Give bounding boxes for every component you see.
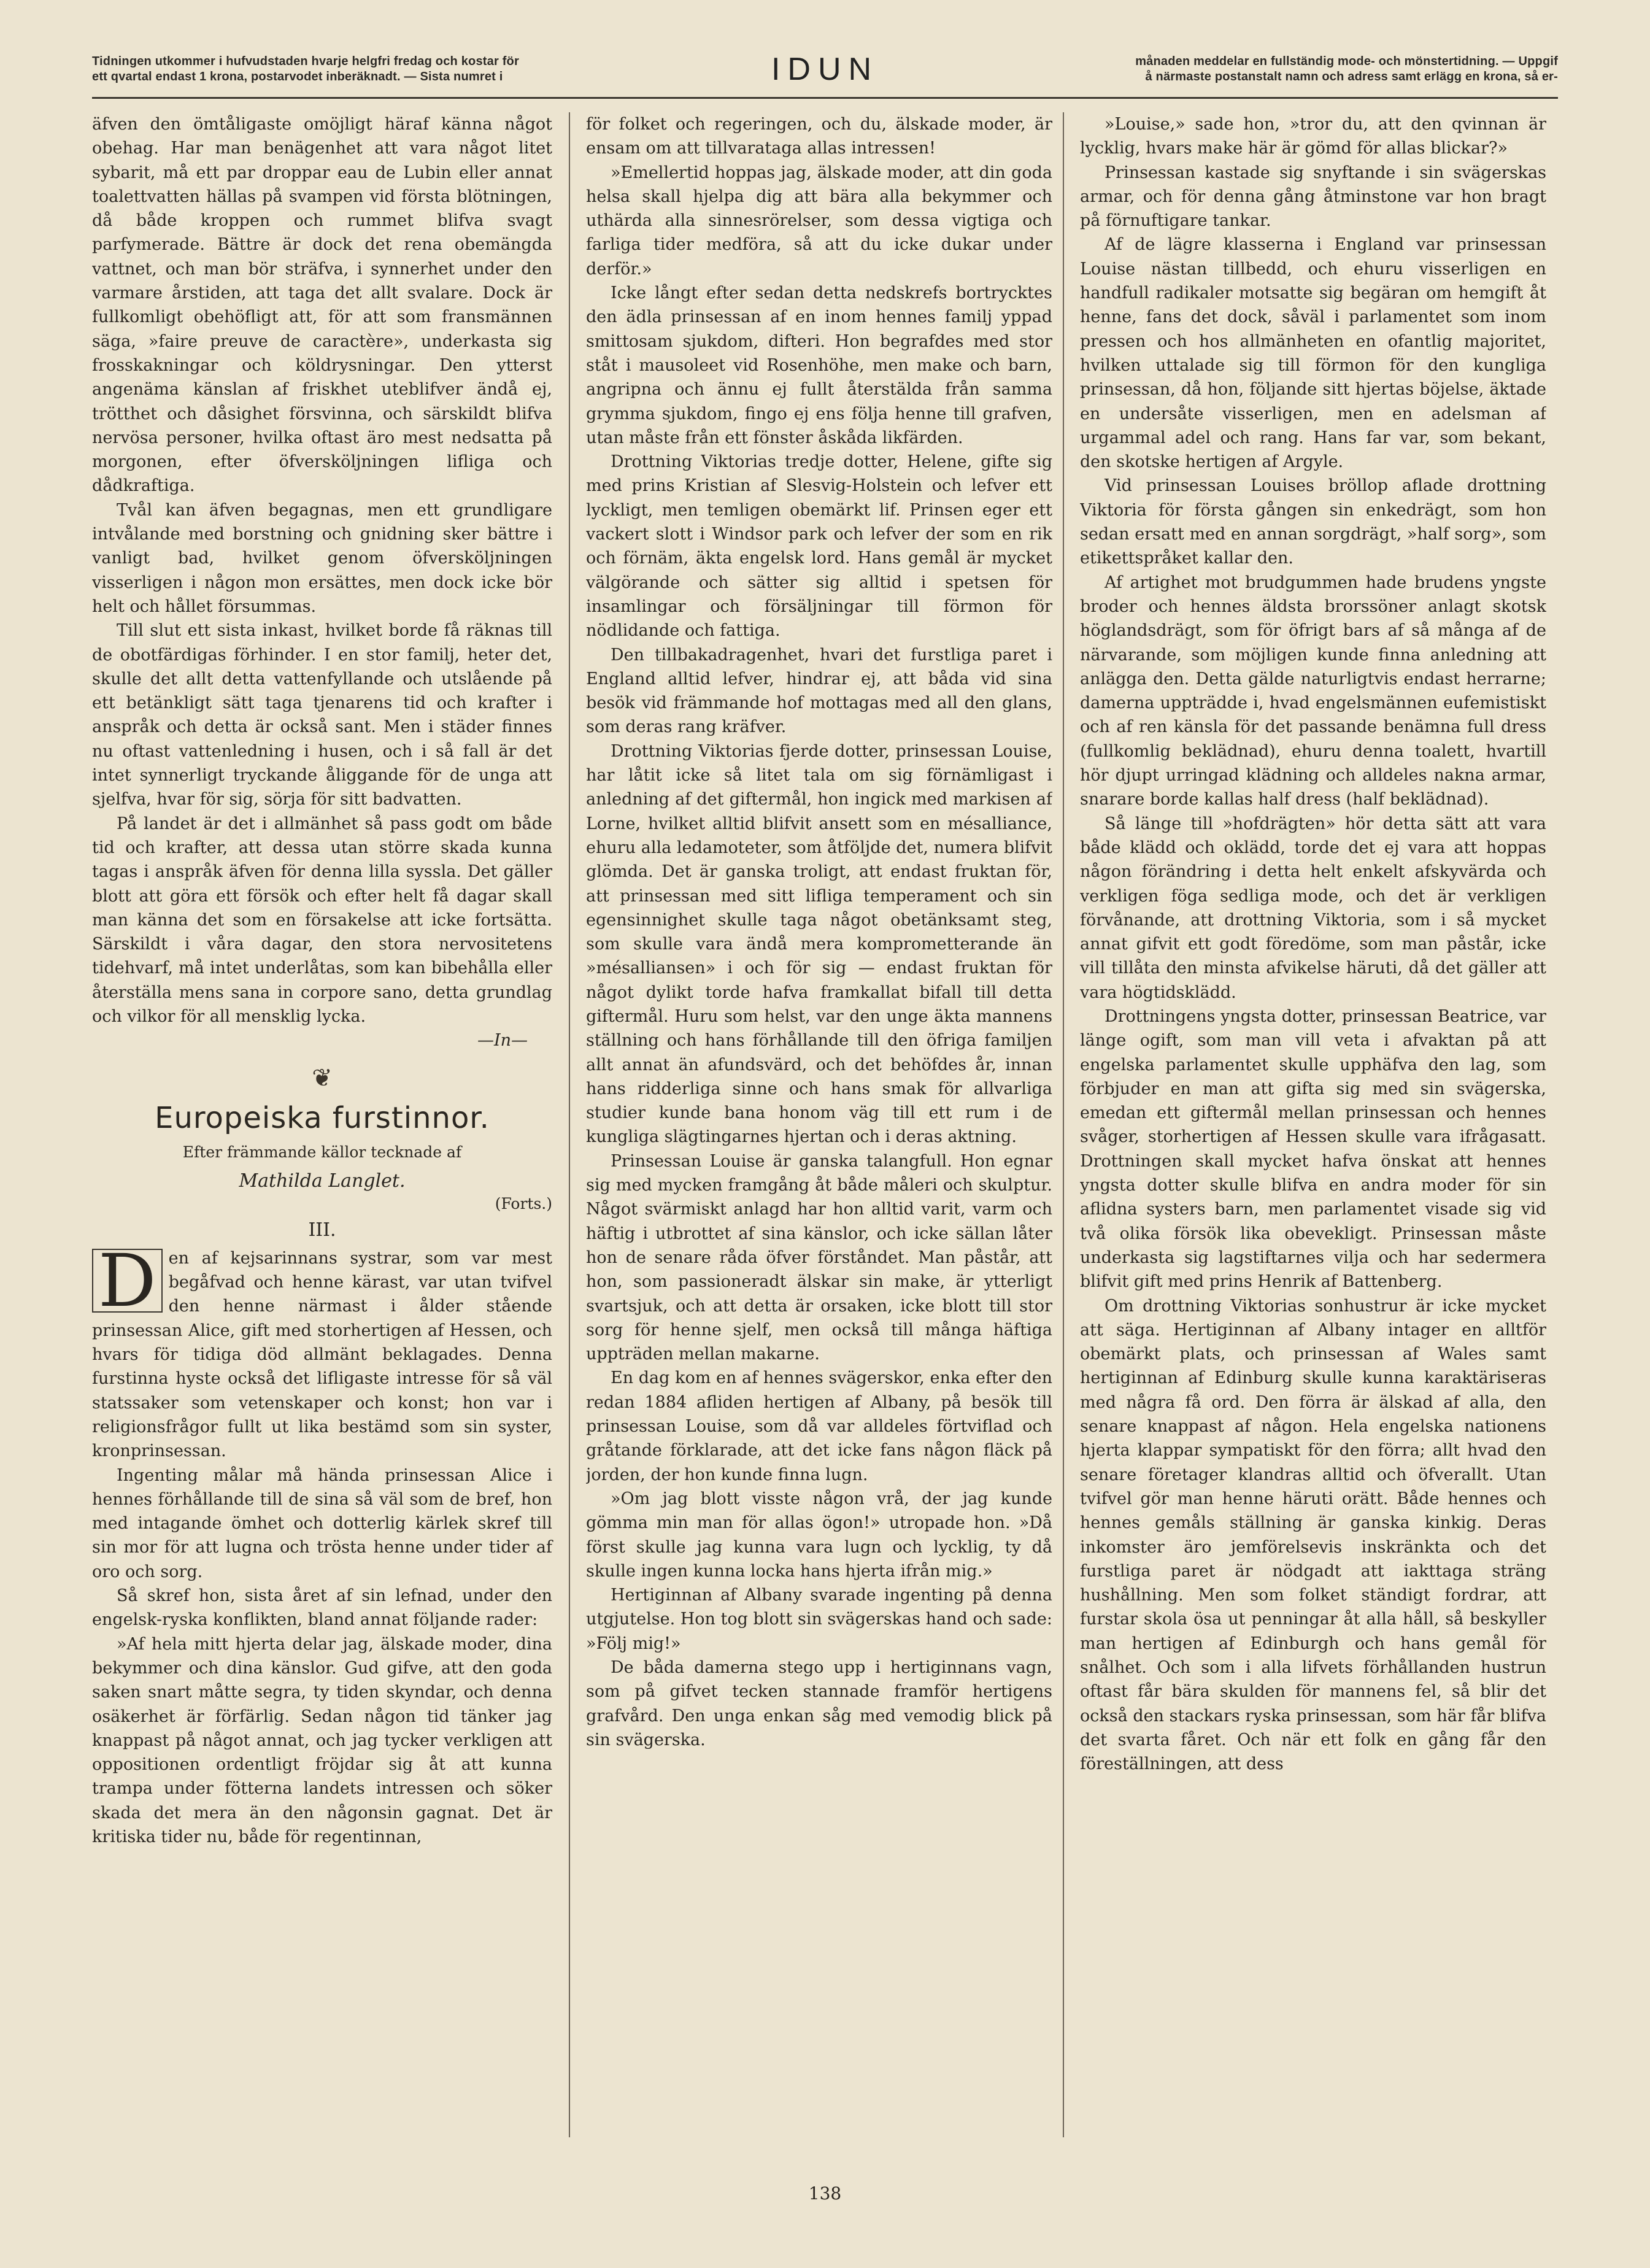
column-divider	[569, 112, 586, 2137]
ornament-icon: ❦	[312, 1063, 333, 1092]
col2-paragraph: Hertiginnan af Albany svarade ingenting på denna utgjutelse. Hon tog blott sin svägerskas hand och sade: »Följ mig!»	[586, 1586, 1052, 1653]
col1-paragraph: »Af hela mitt hjerta delar jag, älskade moder, dina bekymmer och dina känslor. Gud gifve, att den goda saken snart måtte segra, ty tiden skyndar, och denna osäkerhet är förfärlig. Sedan någon tid tänker jag knappast på något annat, och jag tycker verkligen att oppositionen ordentligt fröjdar sig åt att kunna trampa under fötterna landets intressen och söker skada det mera än den någonsin gagnat. Det är kritiska tider nu, både för regentinnan,	[92, 1634, 552, 1846]
article-author: Mathilda Langlet.	[239, 1170, 406, 1192]
masthead-left-line-2: ett qvartal endast 1 krona, postarvodet inberäknadt. — Sista numret i	[92, 70, 503, 83]
masthead-right-notice	[898, 54, 1558, 85]
masthead-left-notice	[92, 54, 752, 85]
col1-paragraph: Så skref hon, sista året af sin lefnad, under den engelsk-ryska konflikten, bland annat följande rader:	[92, 1586, 552, 1630]
col3-paragraph: »Louise,» sade hon, »tror du, att den qvinnan är lycklig, hvars make här är gömd för allas blickar?»	[1080, 115, 1546, 158]
article-subtitle: Efter främmande källor tecknade af	[182, 1143, 462, 1161]
masthead-rule	[92, 97, 1558, 99]
col2-paragraph: En dag kom en af hennes svägerskor, enka efter den redan 1884 afliden hertigen af Albany, på besök till prinsessan Louise, som då var alldeles förtviflad och gråtande förklarade, att det icke fans någon fläck på jorden, der hon kunde finna lugn.	[586, 1368, 1052, 1484]
col2-paragraph: »Om jag blott visste någon vrå, der jag kunde gömma min man för allas ögon!» utropade hon. »Då först skulle jag kunna vara lugn och lycklig, ty då skulle ingen kunna locka hans hjerta ifrån mig.»	[586, 1489, 1052, 1581]
col3-paragraph: Så länge till »hofdrägten» hör detta sätt att vara både klädd och oklädd, torde det ej vara att hoppas någon förändring i detta helt enkelt afskyvärda och verkligen föga sedliga mode, och det är verkligen förvånande, att drottning Viktoria, som i så mycket annat gifvit ett godt föredöme, som man påstår, icke vill tillåta den minsta afvikelse härutі, då det gäller att vara högtidsklädd.	[1080, 814, 1546, 1002]
column-2	[586, 112, 1052, 2137]
col2-paragraph: De båda damerna stego upp i hertiginnans vagn, som på gifvet tecken stannade framför hertigens grafvård. Den unga enkan såg med vemodig blick på sin svägerska.	[586, 1658, 1052, 1749]
column-1	[92, 112, 558, 2137]
masthead-left-line-1: Tidningen utkommer i hufvudstaden hvarje helgfri fredag och kostar för	[92, 55, 519, 68]
page-number: 138	[808, 2183, 842, 2204]
col2-paragraph: Drottning Viktorias tredje dotter, Helene, gifte sig med prins Kristian af Slesvig-Holstein och lefver ett lyckligt, men temligen obemärkt lif. Prinsen eger ett vackert slott i Windsor park och lefver der som en rik och förnäm, äkta engelsk lord. Hans gemål är mycket välgörande och sätter sig alltid i spetsen för insamlingar och försäljningar till förmon för nödlidande och fattiga.	[586, 452, 1052, 641]
col3-paragraph: Vid prinsessan Louises bröllop aflade drottning Viktoria för första gången sin enkedrägt, som hon sedan ersatt med en annan sorgdrägt, »half sorg», som etikettspråket kallar den.	[1080, 476, 1546, 568]
masthead-right-line-2: å närmaste postanstalt namn och adress samt erlägg en krona, så er-	[1145, 70, 1558, 83]
masthead	[92, 48, 1558, 91]
signature: —In—	[477, 1031, 528, 1051]
article-continued-note: (Forts.)	[495, 1194, 552, 1213]
col1-paragraph: äfven den ömtåligaste omöjligt häraf känna något obehag. Har man benägenhet att vara något litet sybarit, må ett par droppar eau de Lubin eller annat toalettvatten hällas på svampen vid första blötningen, då både kroppen och rummet blifva svagt parfymerade. Bättre är dock det rena obemängda vattnet, och man bör sträfva, i synnerhet under den varmare årstiden, att taga det allt svalare. Dock är fullkomligt obehöfligt att, för att som fransmännen säga, »faire preuve de caractère», underkasta sig frosskakningar och köldrysningar. Den ytterst angenäma känslan af friskhet uteblifver ändå ej, trötthet och dåsighet försvinna, och särskildt blifva nervösa personer, hvilka oftast äro mest nedsatta på morgonen, efter öfversköljningen lifliga och dådkraftiga.	[92, 115, 552, 496]
col1-paragraph: Till slut ett sista inkast, hvilket borde få räknas till de obotfärdigas förhinder. I en stor familj, heter det, skulle det allt detta vattenfyllande och utslående på ett betänkligt sätt taga tjenarens tid och krafter i anspråk och detta är också sant. Men i städer finnes nu oftast vattenledning i husen, och i så fall är det intet synnerligt tryckande åliggande för de unga att sjelfva, hvar för sig, sörja för sitt badvatten.	[92, 621, 552, 809]
col2-paragraph: »Emellertid hoppas jag, älskade moder, att din goda helsa skall hjelpa dig att bära alla bekymmer och uthärda alla sinnesrörelser, som dessa vigtiga och farliga tider medföra, så att du icke dukar under derför.»	[586, 163, 1052, 279]
col1-paragraph: en af kejsarinnans systrar, som var mest begåfvad och henne kärast, var utan tvifvel den henne närmast i ålder stående prinsessan Alice, gift med storhertigen af Hessen, och hvars för tidiga död allmänt beklagades. Denna furstinna hyste också det lifligaste intresse för så väl statssaker som vetenskaper och konst; hon var i religionsfrågor fullt ut lika bestämd som sin syster, kronprinsessan.	[92, 1248, 552, 1461]
article-title: Europeiska furstinnor.	[155, 1100, 490, 1135]
col2-paragraph: Den tillbakadragenhet, hvari det furstliga paret i England alltid lefver, hindrar ej, att båda vid sina besök vid främmande hof mottagas med all den glans, som deras rang kräfver.	[586, 645, 1052, 737]
col3-paragraph: Af artighet mot brudgummen hade brudens yngste broder och hennes äldsta brorssöner anlagt skotsk höglandsdrägt, som för öfrigt bars af så många af de närvarande, som möjligen kunde finna anledning att anlägga den. Detta gälde naturligtvis endast herrarne; damerna uppträdde i, hvad engelsmännen eufemistiskt och af ren känsla för det passande benämna full dress (fullkomlig beklädnad), ehuru denna toalett, hvartill hör djupt urringad klädning och alldeles nakna armar, snarare borde kallas half dress (half beklädnad).	[1080, 573, 1546, 809]
col3-paragraph: Om drottning Viktorias sonhustrur är icke mycket att säga. Hertiginnan af Albany intager en alltför obemärkt plats, och prinsessan af Wales samt hertiginnan af Edinburg skulle kunna karaktäriseras med några få ord. Den förra är älskad af alla, den senare knappast af någon. Hela engelska nationens hjerta klappar sympatiskt för den förra; allt hvad den senare företager klandras alltid och öfverallt. Utan tvifvel gör man henne härutі orätt. Både hennes och hennes gemåls ställning är ganska kinkig. Deras inkomster äro jemförelsevis inskränkta och det furstliga paret är nödgadt att iakttaga sträng hushållning. Men som folket ständigt fordrar, att furstar skola ösa ut penningar åt alla håll, så beskyller man hertigen af Edinburgh och hans gemål för snålhet. Och som i alla lifvets förhållanden hustrun oftast får bära skulden för mannens fel, så blir det också den stackars ryska prinsessan, som här får blifva det svarta fåret. Och när ett folk en gång får den föreställningen, att dess	[1080, 1296, 1546, 1774]
column-3	[1080, 112, 1546, 2137]
col3-paragraph: Drottningens yngsta dotter, prinsessan Beatrice, var länge ogift, som man vill veta i afvaktan på att engelska parlamentet skulle upphäfva den lag, som förbjuder en man att gifta sig med sin svägerska, emedan ett giftermål mellan prinsessan och hennes svåger, storhertigen af Hessen skulle vara ifrågasatt. Drottningen skall mycket hafva önskat att hennes yngsta dotter skulle blifva en andra moder för sin aflidna systers barn, men parlamentet visade sig vid två olika försök lika obevekligt. Prinsessan måste underkasta sig lagstiftarnes vilja och har sedermera blifvit gift med prins Henrik af Battenberg.	[1080, 1006, 1546, 1292]
col2-paragraph: för folket och regeringen, och du, älskade moder, är ensam om att tillvaratagа allas intressen!	[586, 115, 1052, 158]
column-divider	[1063, 112, 1080, 2137]
col1-paragraph: Tvål kan äfven begagnas, men ett grundligare intvålande med borstning och gnidning sker bättre i vanligt bad, hvilket genom öfversköljningen visserligen i någon mon ersättes, men dock icke bör helt och hållet försummas.	[92, 500, 552, 616]
col3-paragraph: Af de lägre klasserna i England var prinsessan Louise nästan tillbedd, och ehuru visserligen en handfull radikaler motsatte sig begäran om hemgift åt henne, fans det dock, såväl i parlamentet som inom pressen och hos allmänheten en ofantlig majoritet, hvilken uttalade sig till förmon för den kungliga prinsessan, då hon, följande sitt hjertas böjelse, äktade en undersåte visserligen, men en adelsman af urgammal adel och rang. Hans far var, som bekant, den skotske hertigen af Argyle.	[1080, 235, 1546, 472]
col3-paragraph: Prinsessan kastade sig snyftande i sin svägerskas armar, och för denna gång åtminstone var hon bragt på förnuftigare tankar.	[1080, 163, 1546, 231]
text-columns	[92, 112, 1558, 2137]
col1-paragraph: Ingenting målar må hända prinsessan Alice i hennes förhållande till de sina så väl som de bref, hon med intagande ömhet och dotterlig kärlek skref till sin mor för att lugna och trösta henne under tider af oro och sorg.	[92, 1465, 552, 1581]
col1-paragraph: På landet är det i allmänhet så pass godt om både tid och krafter, att dessa utan större skada kunna tagas i anspråk äfven för denna lilla syssla. Det gäller blott att göra ett försök och efter helt få dagar skall man känna det som en försakelse att icke fortsätta. Särskildt i våra dagar, den stora nervositetens tidehvarf, må intet underlåtas, som kan bibehålla eller återställa mens sana in corpore sano, detta grundlag och vilkor för all mensklig lycka.	[92, 814, 552, 1026]
col2-paragraph: Prinsessan Louise är ganska talangfull. Hon egnar sig med mycken framgång åt både måleri och skulptur. Något svärmiskt anlagd har hon alltid varit, varm och häftig i utbrottet af sina känslor, och icke sällan låter hon de senare råda öfver förståndet. Man påstår, att hon, som passioneradt älskar sin make, är ytterligt svartsjuk, och att detta är orsaken, icke blott till stor sorg för henne sjelf, men också till många häftiga uppträden mellan makarne.	[586, 1151, 1052, 1364]
masthead-right-line-1: månaden meddelar en fullständig mode- och mönstertidning. — Uppgif	[1135, 55, 1558, 68]
newspaper-title: IDUN	[771, 52, 879, 87]
article-part-number: III.	[308, 1219, 336, 1241]
drop-cap: D	[92, 1249, 163, 1313]
col2-paragraph: Icke långt efter sedan detta nedskrefs bortrycktes den ädla prinsessan af en inom hennes familj yppad smittosam sjukdom, difteri. Hon begrafdes med stor ståt i mausoleet vid Rosenhöhe, men make och barn, angripna och ännu ej fullt återstälda från samma grymma sjukdom, fingo ej ens följa henne till grafven, utan måste från ett fönster åskåda likfärden.	[586, 284, 1052, 447]
signature-line	[92, 1028, 552, 1052]
col2-paragraph: Drottning Viktorias fjerde dotter, prinsessan Louise, har låtit icke så litet tala om sig förnämligast i anledning af det giftermål, hon ingick med markisen af Lorne, hvilket alltid blifvit ansett som en mésalliance, ehuru alla ledamoteter, som åtföljde det, numera blifvit glömda. Det är ganska troligt, att endast fruktan för, att prinsessan med sitt lifliga temperament och sin egensinnighet skulle taga något obetänksamt steg, som skulle vara ändå mera komprometterande än »mésalliansen» i och för sig — endast fruktan för något dylikt torde hafva framkallat bifall till detta giftermål. Huru som helst, var den unge äkta mannens ställning och hans förhållande till den öfriga familjen allt annat än afundsvärd, och det behöfdes år, innan hans ridderliga sinne och hans smak för allvarliga studier kunde bana honom väg till ett rum i de kungliga slägtingarnes hjertan och i deras aktning.	[586, 741, 1052, 1147]
